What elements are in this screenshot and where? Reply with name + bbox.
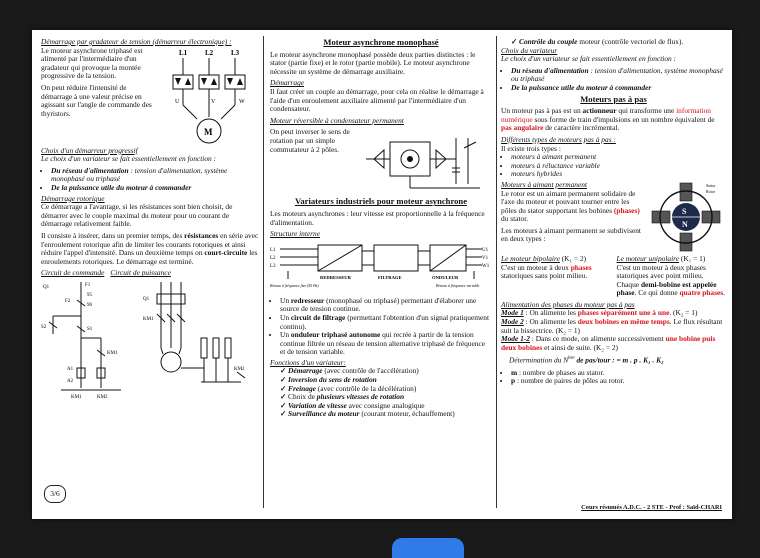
heading-bipolaire: Le moteur bipolaire: [501, 253, 560, 263]
list-item: • Un onduleur triphasé autonome qui recrée à partir de la tension continue filtrée un réseau de tension alternative triphasé de fréquence et de tension variable.: [280, 331, 492, 357]
list-item: ✓ Démarrage (avec contrôle de l'accélération): [280, 367, 492, 376]
label-km1-power: KM1: [143, 316, 154, 322]
label-a2: A2: [67, 378, 74, 384]
label-v: V: [211, 98, 216, 105]
label-96: 96: [87, 302, 92, 308]
list-item: • De la puissance utile du moteur à commander: [511, 84, 726, 93]
label-s1: S1: [87, 326, 93, 332]
column-3: [501, 38, 726, 388]
label-s2: S2: [41, 324, 47, 330]
text-variateurs: Les moteurs asynchrones : leur vitesse est proportionnelle à la fréquence d'alimentation.: [270, 208, 485, 227]
label-f1: F1: [85, 282, 91, 288]
list-item: ✓ Choix de plusieurs vitesses de rotation: [280, 393, 492, 402]
label-stator: Stator: [706, 182, 716, 188]
label-v1: V1: [482, 255, 489, 261]
label-onduleur: ONDULEUR: [432, 274, 459, 280]
text-demarrage: Il faut créer un couple au démarrage, pour cela on réalise le démarrage à l'aide d'un enroulement auxiliaire alimenté par l'intermédiaire d'un condensateur.: [270, 86, 484, 114]
text-unipolaire: C'est un moteur à deux phases statoriques avec point milieu. Chaque demi-bobine est appelée phase. Ce qui donne quatre phases.: [616, 262, 726, 298]
label-l2: L2: [270, 255, 276, 261]
heading-alimentation: Alimentation des phases du moteur pas à pas: [501, 299, 635, 309]
list-item: • Un circuit de filtrage (permettant l'obtention d'un signal pratiquement continu).: [280, 314, 492, 331]
label-filtrage: FILTRAGE: [378, 274, 402, 280]
list-item: ✓ Variation de vitesse avec consigne analogique: [280, 402, 492, 411]
text-reversible: On peut inverser le sens de rotation par un simple commutateur à 2 pôles.: [270, 127, 350, 154]
variables-list: [501, 369, 726, 386]
column-divider: [496, 36, 497, 508]
label-reseau-fixe: Réseau à fréquence fixe (50 Hz): [270, 283, 319, 288]
text-gradateur-2: On peut réduire l'intensité de démarrage à une valeur précise en agissant sur l'angle de commande des thyristors.: [41, 82, 152, 118]
text-mode-2: Mode 2 : On alimente les deux bobines en même temps. Le flux résultant suit la bissectrice. (K₂ = 1): [501, 317, 723, 335]
title-moteur-monophase: Moteur asynchrone monophasé: [323, 37, 439, 47]
text-bipolaire: C'est un moteur à deux phases statoriques sans point milieu.: [501, 262, 592, 281]
label-l2: L2: [205, 48, 214, 57]
heading-circuit-commande: Circuit de commande: [41, 268, 105, 278]
list-item: • moteurs à aimant permanent: [511, 153, 726, 162]
choix-list: [41, 167, 259, 193]
formula-pas-par-tour: Détermination du $N^{bre}$ de pas/tour : = m . p . K₁ . K₂: [509, 355, 664, 365]
circuit-diagrams: [41, 278, 259, 402]
label-f2: F2: [65, 298, 71, 304]
label-a1: A1: [67, 366, 74, 372]
label-reseau-variable: Réseau à fréquence variable: [436, 283, 480, 288]
list-item: ✓ Freinage (avec contrôle de la décélération): [280, 385, 492, 394]
label-km2-power: KM2: [234, 366, 245, 372]
list-item: • moteurs à réluctance variable: [511, 162, 726, 171]
text-pas-a-pas: Un moteur pas à pas est un actionneur qui transforme une information numérique sous forme de train d'impulsions en un nombre équivalent de pas angulaire de caractère incrémental.: [501, 106, 715, 133]
heading-structure-interne: Structure interne: [270, 229, 321, 239]
label-w: W: [239, 98, 245, 105]
text-monophase: Le moteur asynchrone monophasé possède deux parties distinctes : le stator (partie fixe) et le rotor (partie mobile). Le moteur asynchrone nécessite un système de démarrage auxiliaire.: [270, 49, 476, 76]
pole-n: N: [682, 219, 688, 229]
column-2: [270, 38, 492, 419]
label-rotor: Rotor: [706, 188, 716, 194]
heading-gradateur: Démarrage par gradateur de tension (démarreur électronique) :: [41, 37, 232, 46]
text-choix: Le choix d'un variateur se fait essentiellement en fonction :: [41, 154, 217, 164]
heading-aimant-permanent: Moteurs à aimant permanent: [501, 179, 588, 189]
heading-demarrage: Démarrage: [270, 78, 305, 88]
list-item: • Un redresseur (monophasé ou triphasé) permettant d'élaborer une source de tension continue.: [280, 297, 492, 314]
label-km2: KM2: [97, 394, 108, 400]
heading-demarrage-rotorique: Démarrage rotorique: [41, 193, 105, 203]
text-mode-1-2: Mode 1-2 : Dans ce mode, on alimente successivement une bobine puis deux bobines et ainsi de suite. (K₂ = 2): [501, 334, 716, 352]
label-w1: W1: [482, 263, 490, 269]
text-rotor-2: Il consiste à insérer, dans un premier temps, des résistances en série avec l'enroulement rotorique afin de limiter les courants rotoriques et ainsi réduire l'appel d'intensité. Dans un deuxième temps on court-circuite les enroulements rotoriques. Le démarrage est terminé.: [41, 230, 259, 266]
choix-variateur-list: [501, 67, 726, 93]
label-q1-power: Q1: [143, 296, 150, 302]
list-item: ✓ Inversion du sens de rotation: [280, 376, 492, 385]
text-aimant-2: Les moteurs à aimant permanent se subdivisent en deux types :: [501, 225, 641, 244]
text-aimant: Le rotor est un aimant permanent solidaire de l'axe du moteur et pouvant tourner entre les pôles du stator supportant les bobines (phases) du stator.: [501, 188, 640, 224]
label-l3: L3: [270, 263, 276, 269]
list-item: • m : nombre de phases au stator.: [511, 369, 726, 378]
label-l3: L3: [231, 48, 240, 57]
bipolar-unipolar: Le moteur bipolaire (K₁ = 2) C'est un moteur à deux phases statoriques sans point milieu. Le moteur unipolaire (K₁ = 1) C'est un moteur à deux phases statoriques avec point milieu. Chaque demi-bobine est appelée phase. Ce qui donne quatre phases.: [501, 253, 726, 298]
heading-fonctions: Fonctions d'un variateur:: [270, 357, 346, 367]
list-item: ✓ Surveillance du moteur (courant moteur, échauffement): [280, 410, 492, 419]
list-item: • moteurs hybrides: [511, 170, 726, 179]
label-redresseur: REDRESSEUR: [320, 274, 351, 280]
text-gradateur: Le moteur asynchrone triphasé est alimenté par l'intermédiaire d'un gradateur qui provoque la montée progressive de la tension.: [41, 45, 143, 81]
label-u1: U1: [482, 247, 489, 253]
motor-symbol: M: [204, 126, 213, 137]
text-rotor: Ce démarrage a l'avantage, si les résistances sont bien choisit, de démarrer avec le couple maximal du moteur pour un courant de démarrage relativement faible.: [41, 202, 233, 229]
title-moteurs-pas-a-pas: Moteurs pas à pas: [580, 93, 647, 104]
list-item: • Du réseau d'alimentation : tension d'alimentation, système monophasé ou triphasé: [511, 67, 726, 84]
footer-credit: Cours résumés A.D.C. - 2 STE - Prof : Saïd-CHARI: [581, 504, 722, 511]
types-list: [501, 153, 726, 179]
page-number: 3/6: [44, 485, 66, 503]
text-mode-1: Mode 1 : On alimente les phases séparément une à une. (K₂ = 1): [501, 308, 698, 318]
heading-unipolaire: Le moteur unipolaire: [616, 253, 680, 263]
viewer-tab[interactable]: [392, 538, 464, 558]
column-divider: [263, 36, 264, 508]
list-item: • p : nombre de paires de pôles au rotor.: [511, 377, 726, 386]
label-l1: L1: [179, 48, 188, 57]
heading-types: Différents types de moteurs pas à pas :: [501, 134, 616, 144]
pole-s: S: [682, 206, 687, 216]
thyristor-diagram: [163, 47, 259, 147]
structure-list: [270, 297, 492, 357]
title-variateurs: Variateurs industriels pour moteur asynchrone: [294, 196, 468, 207]
heading-choix-demarreur: Choix d'un démarreur progressif: [41, 145, 138, 155]
column-1: [41, 38, 259, 402]
heading-circuit-puissance: Circuit de puissance: [110, 268, 171, 278]
text-choix-variateur: Le choix d'un variateur se fait essentiellement en fonction :: [501, 54, 677, 64]
heading-choix-variateur: Choix du variateur: [501, 45, 558, 55]
label-q1: Q1: [43, 284, 50, 290]
stepper-motor-diagram: [646, 181, 726, 255]
heading-moteur-reversible: Moteur réversible à condensateur permanent: [270, 115, 404, 125]
label-km1-contact: KM1: [107, 350, 118, 356]
list-item: ✓ Contrôle du couple moteur (contrôle vectoriel de flux).: [511, 38, 726, 47]
list-item: • De la puissance utile du moteur à commander: [51, 184, 259, 193]
structure-diagram: [270, 239, 492, 297]
capacitor-motor-diagram: [364, 128, 490, 194]
fonctions-list: [270, 367, 492, 419]
label-u: U: [175, 98, 180, 105]
label-km1: KM1: [71, 394, 82, 400]
label-l1: L1: [270, 247, 276, 253]
document-page: [32, 30, 732, 519]
list-item: • Du réseau d'alimentation : tension d'alimentation, système monophasé ou triphasé: [51, 167, 259, 184]
label-95: 95: [87, 292, 92, 298]
text-types: Il existe trois types :: [501, 143, 561, 153]
